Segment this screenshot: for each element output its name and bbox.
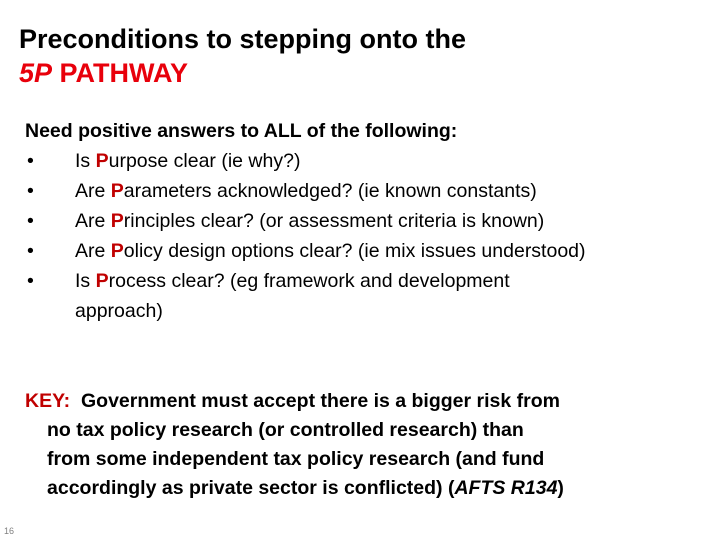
bullet-pre: Is [75, 150, 96, 172]
key-line-2: no tax policy research (or controlled research) than [47, 419, 524, 441]
bullet-continuation: approach) [75, 300, 163, 322]
key-label: KEY: [25, 390, 71, 412]
bullet-rest: arameters acknowledged? (ie known constants) [123, 180, 537, 202]
key-text: Government must accept there is a bigger risk from [70, 390, 560, 412]
page-number: 16 [4, 526, 15, 536]
bullet-list [25, 146, 705, 326]
intro-text: Need positive answers to ALL of the following: [25, 120, 458, 142]
key-line-4 [25, 474, 705, 503]
key-line-1 [25, 387, 705, 416]
bullet-item-purpose [25, 146, 705, 176]
slide-body [25, 116, 705, 326]
bullet-pre: Is [75, 270, 96, 292]
title-line-1: Preconditions to stepping onto the [19, 24, 466, 54]
title-pathway: PATHWAY [52, 58, 189, 88]
bullet-rest: rocess clear? (eg framework and development [108, 270, 510, 292]
bullet-rest: olicy design options clear? (ie mix issues understood) [123, 240, 586, 262]
bullet-highlight: P [95, 150, 109, 172]
bullet-item-process [25, 266, 705, 326]
bullet-highlight: P [110, 210, 124, 232]
key-citation: AFTS R134 [454, 477, 558, 499]
title-area [0, 0, 720, 100]
bullet-item-parameters [25, 176, 705, 206]
bullet-rest: urpose clear (ie why?) [108, 150, 301, 172]
title-line-2 [19, 56, 466, 90]
title-5p: 5P [19, 58, 53, 88]
bullet-item-policy [25, 236, 705, 266]
key-line-3: from some independent tax policy research (and fund [47, 448, 545, 470]
key-statement [25, 387, 705, 503]
bullet-pre: Are [75, 240, 111, 262]
bullet-dot: • [27, 240, 34, 262]
bullet-dot: • [27, 270, 34, 292]
bullet-highlight: P [110, 240, 124, 262]
key-line-4-end: ) [557, 477, 564, 499]
bullet-pre: Are [75, 210, 111, 232]
bullet-dot: • [27, 180, 34, 202]
bullet-dot: • [27, 210, 34, 232]
bullet-pre: Are [75, 180, 111, 202]
bullet-dot: • [27, 150, 34, 172]
slide-title [19, 22, 466, 90]
bullet-item-principles [25, 206, 705, 236]
key-line-4-text: accordingly as private sector is conflicted) ( [47, 477, 455, 499]
bullet-rest: rinciples clear? (or assessment criteria is known) [123, 210, 545, 232]
bullet-highlight: P [95, 270, 109, 292]
bullet-highlight: P [110, 180, 124, 202]
